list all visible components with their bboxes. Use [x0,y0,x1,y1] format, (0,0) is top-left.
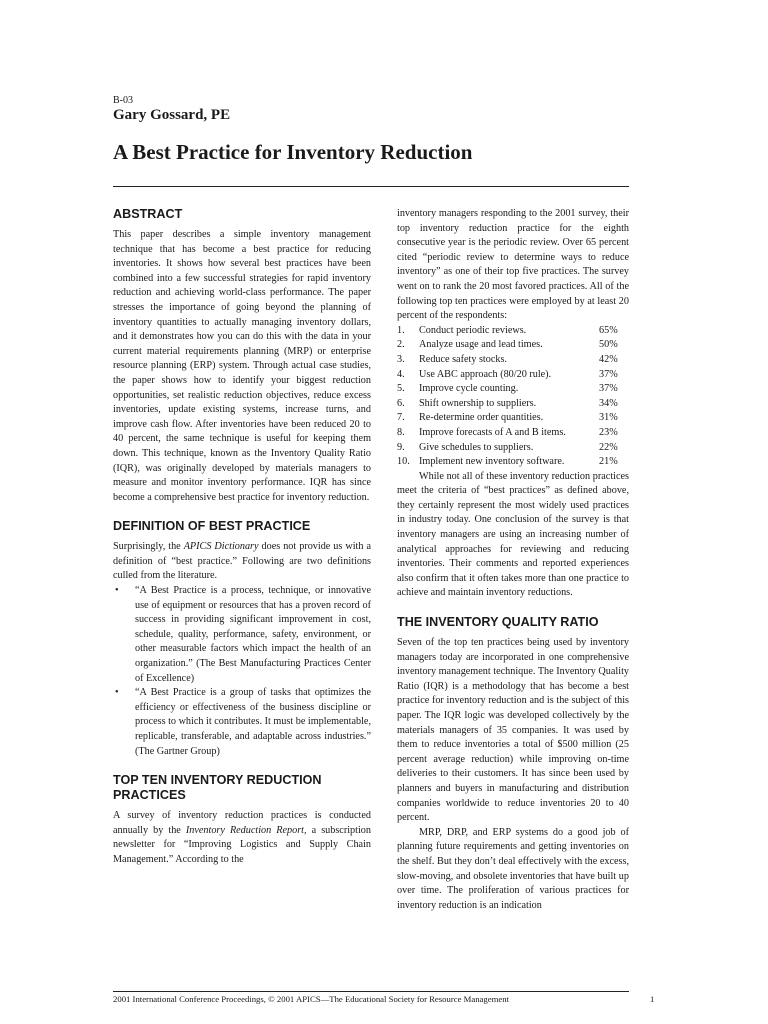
author-name: Gary Gossard, PE [113,107,231,123]
newsletter-citation: Inventory Reduction Report, [185,824,307,836]
abstract-heading: ABSTRACT [113,207,183,221]
definition-list [113,584,371,759]
definition-intro: Surprisingly, the APICS Dictionary does not provide us with a definition of “best practice.” Following are two definitions culled from the literature. [113,541,371,582]
footer-text: 2001 International Conference Proceedings, © 2001 APICS—The Educational Society for Resource Management [113,994,509,1004]
paper-title: A Best Practice for Inventory Reduction [113,140,473,164]
list-item: 2. Analyze usage and lead times. 50% [397,339,618,351]
survey-continued: inventory managers responding to the 2001 survey, their top inventory reduction practice for the eighth consecutive year is the periodic review. Over 65 percent cited “periodic review to determine ways to reduce inventory” as one of their top five practices. The survey went on to rank the 20 most favored practices. All of the following top ten practices were employed by at least 20 percent of the respondents: [397,208,629,322]
footer-rule [113,991,629,992]
list-item: 9. Give schedules to suppliers. 22% [397,441,618,453]
title-rule [113,186,629,187]
top-ten-heading: TOP TEN INVENTORY REDUCTION PRACTICES [113,773,322,803]
list-item: • “A Best Practice is a group of tasks that optimizes the efficiency or effectiveness of the business discipline or process to which it contributes. It must be implementable, replicable, transferable, and adaptable across industries.” (The Gartner Group) [113,686,371,759]
practices-list [397,324,629,470]
list-item: 7. Re-determine order quantities. 31% [397,412,618,424]
list-item: • “A Best Practice is a process, technique, or innovative use of equipment or resources that has a proven record of success in providing significant improvement in cost, schedule, quality, performance, safety, environment, or other measurable factors which impact the health of an organization.” (The Best Manufacturing Practices Center of Excellence) [113,584,371,686]
paper-code: B-03 [113,95,133,106]
list-item: 3. Reduce safety stocks. 42% [397,353,618,365]
iqr-paragraph-1: Seven of the top ten practices being used by inventory managers today are incorporated in one comprehensive inventory management technique. The Inventory Quality Ratio (IQR) is a methodology that has become a best practice for inventory reduction and is the subject of this paper. The IQR logic was developed collectively by the materials managers of 35 companies. It was used by them to reduce inventories a total of $500 million (25 percent average reduction) while improving on-time deliveries to their customers. It has since been used by planners and buyers in manufacturing and distribution companies worldwide to reduce inventories 20 to 40 percent. [397,637,629,824]
list-item: 10. Implement new inventory software. 21% [397,456,618,468]
iqr-paragraph-2: MRP, DRP, and ERP systems do a good job of planning future requirements and getting inventories on the shelf. But they don’t deal effectively with the excess, slow-moving, and obsolete inventories that have built up over time. The proliferation of various practices for inventory reduction is an indication [397,826,629,911]
list-item: 8. Improve forecasts of A and B items. 23% [397,426,618,438]
definition-heading: DEFINITION OF BEST PRACTICE [113,519,311,534]
abstract-text: This paper describes a simple inventory management technique that has become a best practice for reducing inventories. It shows how several best practices have been combined into a few successful strategies for rapid inventory reduction and achieving world-class performance. The paper stresses the importance of going beyond the planning of inventory quantities to actually managing inventory dollars, and it demonstrates how you can do this with the data in your current material requirements planning (MRP) or enterprise resource planning (ERP) system. Through actual case studies, the paper shows how to identify your biggest reduction opportunities, set realistic reduction objectives, reduce excess inventories, update existing systems, increase turns, and improve cash flow. After inventories have been reduced 20 to 40 percent, the same technique is useful for keeping them down. This technique, known as the Inventory Quality Ratio (IQR), was originally developed by materials managers to measure and monitor inventory performance. IQR has since become a comprehensive best practice for inventory reduction. [113,229,371,503]
survey-conclusion: While not all of these inventory reduction practices meet the criteria of “best practices” as defined above, they certainly represent the most widely used practices in industry today. One conclusion of the survey is that inventory managers are using an increasing number of analytical approaches for reviewing and reducing inventories. Their comments and reported experiences also confirm that it often takes more than one practice to achieve and maintain inventory reductions. [397,470,629,599]
page-number: 1 [650,994,655,1004]
top-ten-intro: A survey of inventory reduction practices is conducted annually by the Inventory Reduction Report, a subscription newsletter for “Improving Logistics and Supply Chain Management.” According to the [113,810,371,865]
list-item: 1. Conduct periodic reviews. 65% [397,324,618,336]
left-column [113,207,371,868]
list-item: 5. Improve cycle counting. 37% [397,383,618,395]
right-column [397,207,629,913]
apics-dictionary-citation: APICS Dictionary [183,541,259,553]
list-item: 6. Shift ownership to suppliers. 34% [397,397,618,409]
list-item: 4. Use ABC approach (80/20 rule). 37% [397,368,618,380]
iqr-heading: THE INVENTORY QUALITY RATIO [397,615,599,630]
